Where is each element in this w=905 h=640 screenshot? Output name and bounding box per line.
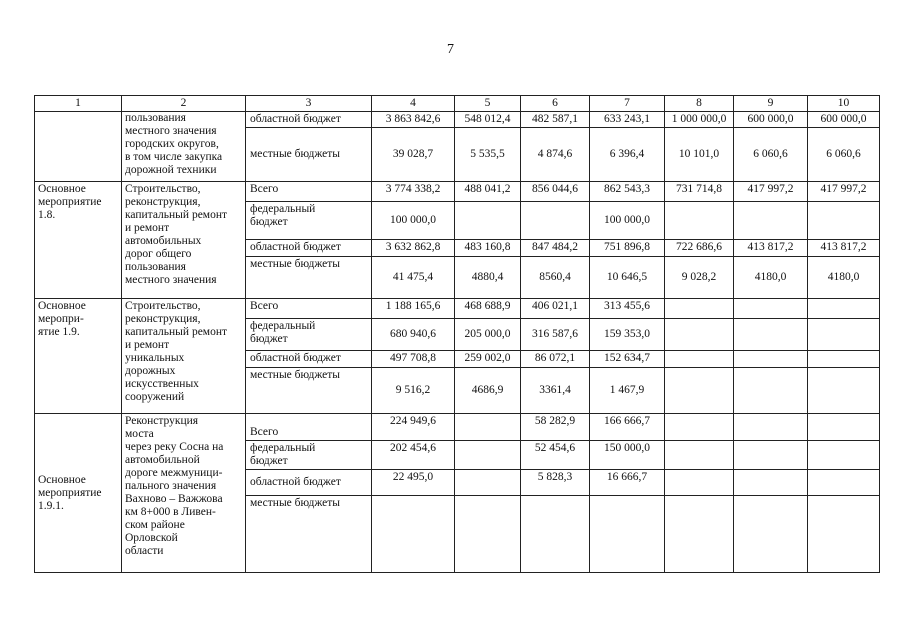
- value-cell: 3 863 842,6: [372, 112, 455, 128]
- value-cell: [734, 319, 808, 351]
- table-row: [35, 299, 880, 319]
- value-cell: [455, 496, 521, 573]
- value-cell: [734, 351, 808, 368]
- event-cell: Основное меропри- ятие 1.9.: [35, 299, 122, 414]
- value-cell: [455, 441, 521, 470]
- source-cell: областной бюджет: [246, 470, 372, 496]
- value-cell: 52 454,6: [521, 441, 590, 470]
- value-cell: 6 060,6: [808, 128, 880, 182]
- value-cell: 9 028,2: [665, 257, 734, 299]
- value-cell: 86 072,1: [521, 351, 590, 368]
- value-cell: 482 587,1: [521, 112, 590, 128]
- value-cell: [808, 414, 880, 441]
- value-cell: [734, 202, 808, 240]
- value-cell: 202 454,6: [372, 441, 455, 470]
- value-cell: [665, 202, 734, 240]
- event-cell: [35, 112, 122, 182]
- source-cell: местные бюджеты: [246, 128, 372, 182]
- value-cell: 413 817,2: [734, 240, 808, 257]
- value-cell: 856 044,6: [521, 182, 590, 202]
- source-cell: местные бюджеты: [246, 257, 372, 299]
- value-cell: 150 000,0: [590, 441, 665, 470]
- value-cell: [665, 470, 734, 496]
- value-cell: 39 028,7: [372, 128, 455, 182]
- value-cell: [808, 470, 880, 496]
- header-row: [35, 96, 880, 112]
- value-cell: 10 101,0: [665, 128, 734, 182]
- value-cell: [734, 414, 808, 441]
- value-cell: 41 475,4: [372, 257, 455, 299]
- value-cell: [734, 299, 808, 319]
- value-cell: 4180,0: [734, 257, 808, 299]
- value-cell: [455, 470, 521, 496]
- value-cell: 58 282,9: [521, 414, 590, 441]
- page-number: 7: [447, 42, 454, 57]
- value-cell: [808, 496, 880, 573]
- value-cell: [521, 496, 590, 573]
- value-cell: [521, 202, 590, 240]
- value-cell: [455, 202, 521, 240]
- value-cell: [734, 368, 808, 414]
- value-cell: [665, 368, 734, 414]
- table-row: [35, 182, 880, 202]
- value-cell: 100 000,0: [590, 202, 665, 240]
- table-row: [35, 112, 880, 128]
- value-cell: 10 646,5: [590, 257, 665, 299]
- source-cell: Всего: [246, 182, 372, 202]
- source-cell: Всего: [246, 299, 372, 319]
- table-row: [35, 414, 880, 441]
- budget-table: [34, 95, 880, 573]
- source-cell: областной бюджет: [246, 112, 372, 128]
- value-cell: [455, 414, 521, 441]
- value-cell: [734, 441, 808, 470]
- event-cell: Основное мероприятие 1.8.: [35, 182, 122, 299]
- column-header: 2: [122, 96, 246, 112]
- value-cell: 417 997,2: [808, 182, 880, 202]
- source-cell: федеральный бюджет: [246, 319, 372, 351]
- value-cell: 3 774 338,2: [372, 182, 455, 202]
- value-cell: [590, 496, 665, 573]
- value-cell: [665, 496, 734, 573]
- value-cell: 166 666,7: [590, 414, 665, 441]
- value-cell: 468 688,9: [455, 299, 521, 319]
- description-cell: Строительство, реконструкция, капитальный ремонт и ремонт автомобильных дорог общего пользования местного значения: [122, 182, 246, 299]
- value-cell: 259 002,0: [455, 351, 521, 368]
- column-header: 8: [665, 96, 734, 112]
- source-cell: Всего: [246, 414, 372, 441]
- value-cell: [665, 299, 734, 319]
- value-cell: [808, 202, 880, 240]
- value-cell: 313 455,6: [590, 299, 665, 319]
- value-cell: [734, 496, 808, 573]
- value-cell: [808, 441, 880, 470]
- event-cell: Основное мероприятие 1.9.1.: [35, 414, 122, 573]
- value-cell: [808, 351, 880, 368]
- value-cell: 862 543,3: [590, 182, 665, 202]
- value-cell: 9 516,2: [372, 368, 455, 414]
- value-cell: 8560,4: [521, 257, 590, 299]
- description-cell: пользования местного значения городских округов, в том числе закупка дорожной техники: [122, 112, 246, 182]
- value-cell: 406 021,1: [521, 299, 590, 319]
- description-cell: Строительство, реконструкция, капитальный ремонт и ремонт уникальных дорожных искусственных сооружений: [122, 299, 246, 414]
- value-cell: [665, 351, 734, 368]
- column-header: 5: [455, 96, 521, 112]
- source-cell: местные бюджеты: [246, 496, 372, 573]
- value-cell: 731 714,8: [665, 182, 734, 202]
- value-cell: 1 188 165,6: [372, 299, 455, 319]
- value-cell: 633 243,1: [590, 112, 665, 128]
- value-cell: 5 535,5: [455, 128, 521, 182]
- value-cell: [808, 299, 880, 319]
- value-cell: 4 874,6: [521, 128, 590, 182]
- value-cell: 22 495,0: [372, 470, 455, 496]
- column-header: 7: [590, 96, 665, 112]
- value-cell: 4180,0: [808, 257, 880, 299]
- column-header: 6: [521, 96, 590, 112]
- value-cell: 600 000,0: [808, 112, 880, 128]
- value-cell: 16 666,7: [590, 470, 665, 496]
- value-cell: 6 396,4: [590, 128, 665, 182]
- source-cell: федеральный бюджет: [246, 202, 372, 240]
- value-cell: 488 041,2: [455, 182, 521, 202]
- value-cell: 417 997,2: [734, 182, 808, 202]
- value-cell: 600 000,0: [734, 112, 808, 128]
- value-cell: [665, 441, 734, 470]
- value-cell: 751 896,8: [590, 240, 665, 257]
- source-cell: областной бюджет: [246, 240, 372, 257]
- source-cell: местные бюджеты: [246, 368, 372, 414]
- column-header: 9: [734, 96, 808, 112]
- value-cell: 159 353,0: [590, 319, 665, 351]
- value-cell: [665, 319, 734, 351]
- value-cell: 152 634,7: [590, 351, 665, 368]
- value-cell: 1 467,9: [590, 368, 665, 414]
- column-header: 1: [35, 96, 122, 112]
- value-cell: 4686,9: [455, 368, 521, 414]
- value-cell: 6 060,6: [734, 128, 808, 182]
- value-cell: 5 828,3: [521, 470, 590, 496]
- value-cell: 3 632 862,8: [372, 240, 455, 257]
- value-cell: [808, 319, 880, 351]
- column-header: 10: [808, 96, 880, 112]
- value-cell: [372, 496, 455, 573]
- value-cell: 680 940,6: [372, 319, 455, 351]
- value-cell: 4880,4: [455, 257, 521, 299]
- value-cell: 224 949,6: [372, 414, 455, 441]
- column-header: 4: [372, 96, 455, 112]
- value-cell: 1 000 000,0: [665, 112, 734, 128]
- value-cell: 3361,4: [521, 368, 590, 414]
- value-cell: 722 686,6: [665, 240, 734, 257]
- value-cell: 100 000,0: [372, 202, 455, 240]
- value-cell: [808, 368, 880, 414]
- column-header: 3: [246, 96, 372, 112]
- value-cell: [665, 414, 734, 441]
- source-cell: областной бюджет: [246, 351, 372, 368]
- value-cell: 483 160,8: [455, 240, 521, 257]
- value-cell: 316 587,6: [521, 319, 590, 351]
- description-cell: Реконструкция моста через реку Сосна на автомобильной дороге межмуници- пального значения Вахново – Важжова км 8+000 в Ливен- ском районе Орловской области: [122, 414, 246, 573]
- source-cell: федеральный бюджет: [246, 441, 372, 470]
- value-cell: 413 817,2: [808, 240, 880, 257]
- value-cell: 205 000,0: [455, 319, 521, 351]
- value-cell: 847 484,2: [521, 240, 590, 257]
- value-cell: 497 708,8: [372, 351, 455, 368]
- value-cell: 548 012,4: [455, 112, 521, 128]
- value-cell: [734, 470, 808, 496]
